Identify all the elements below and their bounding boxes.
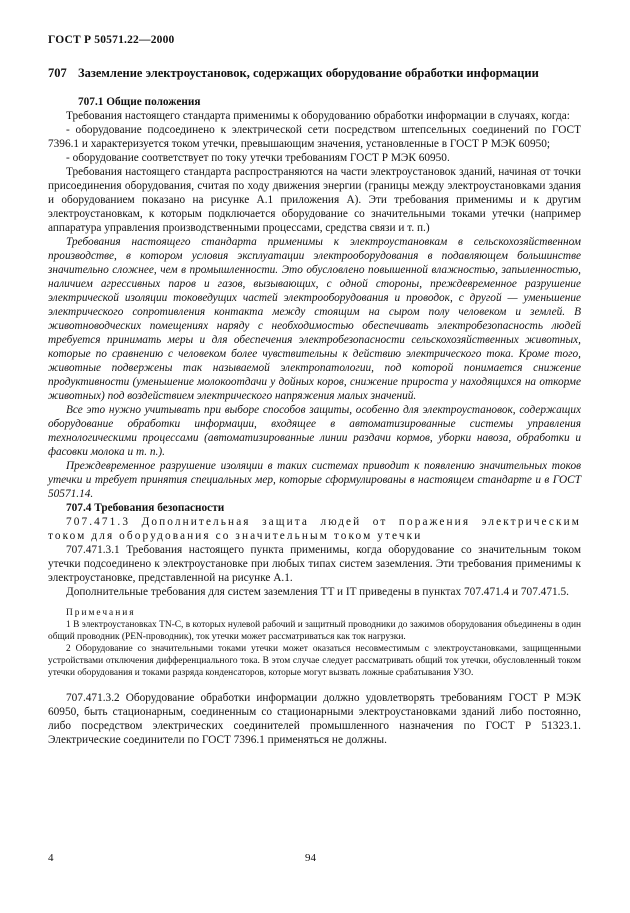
paragraph-italic: Требования настоящего стандарта применимы к электроустановкам в сельскохозяйственном производстве, в котором условия эксплуатации электрооборудования в подавляющем большинстве значительно сложнее, чем в промышленности. Это обусловлено повышенной влажностью, запыленностью, наличием агрессивных паров и газов, вызывающих, с одной стороны, преждевременное разрушение электрической изоляции токоведущих частей электрооборудования и проводок, с другой — уменьшение электрического сопротивления контакта между стоящим на сыром полу человеком и землей. В животноводческих помещениях наряду с необходимостью обеспечивать электробезопасность людей требуется принимать меры и для обеспечения электробезопасности сельскохозяйственных животных, которые по сравнению с человеком более чувствительны к действию электрического тока. Кроме того, животные подвержены так называемой электропатологии, под которой понимается снижение продуктивности (уменьшение молокоотдачи у дойных коров, снижение прироста у находящихся на откорме животных) под воздействием электрического напряжения малых значений. xyxy=(48,236,581,402)
clause-paragraph: 707.471.3.2 Оборудование обработки информации должно удовлетворять требованиям ГОСТ Р МЭК 60950, быть стационарным, соединенным со стационарными электроустановками зданий либо постоянно, либо посредством электрических соединителей промышленного назначения по ГОСТ Р 51323.1. Электрические соединители по ГОСТ 7396.1 применяться не должны. xyxy=(48,692,581,746)
paragraph-italic: Преждевременное разрушение изоляции в таких системах приводит к появлению значительных токов утечки и требует принятия специальных мер, которые сформулированы в настоящем стандарте и в ГОСТ 50571.14. xyxy=(48,460,581,500)
clause-heading: 707.471.3 Дополнительная защита людей от поражения электрическим током для оборудования со значительным током утечки xyxy=(48,516,581,542)
paragraph: Требования настоящего стандарта применимы к оборудованию обработки информации в случаях, когда: xyxy=(66,110,570,122)
section-title: Заземление электроустановок, содержащих оборудование обработки информации xyxy=(78,66,539,80)
list-item: - оборудование подсоединено к электрической сети посредством штепсельных соединений по ГОСТ 7396.1 и характеризуется током утечки, превышающим значения, установленные в ГОСТ Р МЭК 60950; xyxy=(48,124,581,150)
paragraph: Требования настоящего стандарта распространяются на части электроустановок зданий, начиная от точки присоединения оборудования, считая по ходу движения энергии (границы между электроустановками здания и оборудованием показано на рисунке А.1 приложения А). Эти требования применимы и к другим электроустановкам, к которым подключается оборудование со значительными токами утечки (например аппаратура управления производственными процессами, средства связи и т. п.) xyxy=(48,166,581,234)
document-body xyxy=(48,66,581,747)
footer-page-left: 4 xyxy=(48,852,54,864)
clause-paragraph: Дополнительные требования для систем заземления TT и IT приведены в пунктах 707.471.4 и 707.471.5. xyxy=(66,586,569,598)
footer-page-number: 94 xyxy=(305,852,316,864)
note-item: 1 В электроустановках TN-C, в которых нулевой рабочий и защитный проводники до зажимов оборудования объединены в один общий проводник (PEN-проводник), ток утечки может рассматриваться как ток нагрузки. xyxy=(48,620,581,642)
section-number: 707 xyxy=(48,66,67,80)
subsection-heading-general: 707.1 Общие положения xyxy=(78,96,201,108)
running-header: ГОСТ Р 50571.22—2000 xyxy=(48,34,175,46)
list-item: - оборудование соответствует по току утечки требованиям ГОСТ Р МЭК 60950. xyxy=(66,152,450,164)
note-item: 2 Оборудование со значительными токами утечки может оказаться несовместимым с электроустановками, защищенными устройствами отключения дифференциального тока. В этом случае следует рассматривать общий ток утечки, обусловленный током утечки оборудования и токами разряда конденсаторов, которые могут вызвать ложные срабатывания УЗО. xyxy=(48,644,581,678)
paragraph-italic: Все это нужно учитывать при выборе способов защиты, особенно для электроустановок, содержащих оборудование обработки информации, входящее в автоматизированные системы управления технологическими процессами (автоматизированные линии раздачи кормов, уборки навоза, обработки и фасовки молока и т. п.). xyxy=(48,404,581,458)
notes-title: Примечания xyxy=(66,608,136,618)
notes-block xyxy=(48,607,581,679)
section-heading xyxy=(48,66,581,81)
subsection-heading-safety: 707.4 Требования безопасности xyxy=(66,502,225,514)
clause-paragraph: 707.471.3.1 Требования настоящего пункта применимы, когда оборудование со значительным током утечки подсоединено к электроустановке при любых типах систем заземления. Эти требования применимы к электроустановке, представленной на рисунке А.1. xyxy=(48,544,581,584)
